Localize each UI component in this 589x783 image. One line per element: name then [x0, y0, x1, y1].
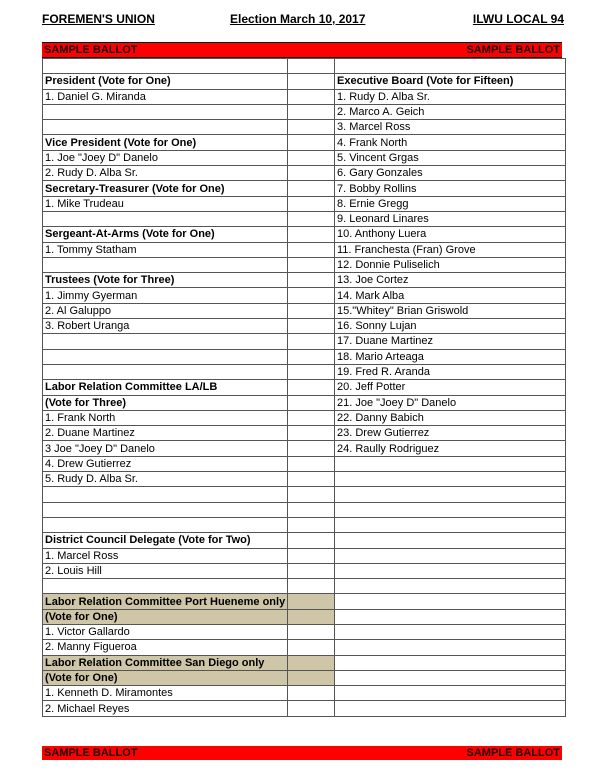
office-heading: Trustees (Vote for Three) — [43, 273, 288, 288]
ballot-row — [43, 609, 566, 624]
sample-ballot-banner-bottom — [42, 746, 562, 760]
spacer-cell — [288, 426, 335, 441]
ballot-row — [43, 349, 566, 364]
candidate-cell — [335, 517, 566, 532]
candidate-cell: 2. Manny Figueroa — [43, 640, 288, 655]
spacer-cell — [288, 59, 335, 74]
ballot-row — [43, 456, 566, 471]
ballot-row — [43, 273, 566, 288]
candidate-cell — [335, 655, 566, 670]
ballot-row — [43, 319, 566, 334]
ballot-row — [43, 410, 566, 425]
candidate-cell: 3. Robert Uranga — [43, 319, 288, 334]
ballot-row — [43, 196, 566, 211]
candidate-cell — [335, 487, 566, 502]
candidate-cell — [43, 257, 288, 272]
office-heading: Vice President (Vote for One) — [43, 135, 288, 150]
candidate-cell — [335, 594, 566, 609]
candidate-cell: 1. Kenneth D. Miramontes — [43, 686, 288, 701]
ballot-row — [43, 150, 566, 165]
candidate-cell — [43, 502, 288, 517]
candidate-cell — [335, 701, 566, 716]
ballot-row — [43, 257, 566, 272]
spacer-cell — [288, 288, 335, 303]
ballot-row — [43, 89, 566, 104]
office-heading: (Vote for One) — [43, 609, 288, 624]
office-heading: District Council Delegate (Vote for Two) — [43, 533, 288, 548]
union-name: FOREMEN'S UNION — [42, 12, 155, 26]
spacer-cell — [288, 686, 335, 701]
candidate-cell: 20. Jeff Potter — [335, 380, 566, 395]
ballot-row — [43, 120, 566, 135]
ballot-row — [43, 395, 566, 410]
office-heading: (Vote for Three) — [43, 395, 288, 410]
candidate-cell: 2. Marco A. Geich — [335, 104, 566, 119]
office-heading: (Vote for One) — [43, 670, 288, 685]
ballot-row — [43, 624, 566, 639]
office-heading: Executive Board (Vote for Fifteen) — [335, 74, 566, 89]
candidate-cell — [335, 502, 566, 517]
spacer-cell — [288, 609, 335, 624]
candidate-cell — [335, 563, 566, 578]
office-heading: Labor Relation Committee LA/LB — [43, 380, 288, 395]
spacer-cell — [288, 181, 335, 196]
candidate-cell: 4. Frank North — [335, 135, 566, 150]
candidate-cell — [43, 104, 288, 119]
candidate-cell: 16. Sonny Lujan — [335, 319, 566, 334]
candidate-cell: 21. Joe "Joey D" Danelo — [335, 395, 566, 410]
spacer-cell — [288, 196, 335, 211]
ballot-row — [43, 211, 566, 226]
candidate-cell: 5. Rudy D. Alba Sr. — [43, 472, 288, 487]
spacer-cell — [288, 670, 335, 685]
spacer-cell — [288, 410, 335, 425]
ballot-row — [43, 74, 566, 89]
spacer-cell — [288, 227, 335, 242]
candidate-cell — [335, 686, 566, 701]
candidate-cell: 18. Mario Arteaga — [335, 349, 566, 364]
candidate-cell — [43, 120, 288, 135]
spacer-cell — [288, 150, 335, 165]
spacer-cell — [288, 395, 335, 410]
candidate-cell: 2. Duane Martinez — [43, 426, 288, 441]
candidate-cell: 1. Victor Gallardo — [43, 624, 288, 639]
spacer-cell — [288, 487, 335, 502]
spacer-cell — [288, 517, 335, 532]
candidate-cell — [43, 517, 288, 532]
candidate-cell: 24. Raully Rodriguez — [335, 441, 566, 456]
spacer-cell — [288, 257, 335, 272]
ballot-row — [43, 670, 566, 685]
candidate-cell — [335, 640, 566, 655]
candidate-cell: 1. Jimmy Gyerman — [43, 288, 288, 303]
ballot-row — [43, 288, 566, 303]
office-heading: Sergeant-At-Arms (Vote for One) — [43, 227, 288, 242]
ballot-header — [42, 10, 564, 30]
ballot-row — [43, 655, 566, 670]
spacer-cell — [288, 579, 335, 594]
spacer-cell — [288, 502, 335, 517]
office-heading: Labor Relation Committee San Diego only — [43, 655, 288, 670]
candidate-cell: 7. Bobby Rollins — [335, 181, 566, 196]
ballot-row — [43, 135, 566, 150]
candidate-cell — [43, 59, 288, 74]
spacer-cell — [288, 456, 335, 471]
ballot-row — [43, 579, 566, 594]
spacer-cell — [288, 548, 335, 563]
spacer-cell — [288, 74, 335, 89]
candidate-cell — [335, 548, 566, 563]
candidate-cell: 2. Louis Hill — [43, 563, 288, 578]
candidate-cell: 2. Rudy D. Alba Sr. — [43, 166, 288, 181]
spacer-cell — [288, 89, 335, 104]
candidate-cell: 2. Al Galuppo — [43, 303, 288, 318]
local-number: ILWU LOCAL 94 — [472, 12, 564, 26]
spacer-cell — [288, 533, 335, 548]
candidate-cell — [335, 624, 566, 639]
spacer-cell — [288, 349, 335, 364]
candidate-cell: 17. Duane Martinez — [335, 334, 566, 349]
candidate-cell — [43, 211, 288, 226]
ballot-row — [43, 242, 566, 257]
spacer-cell — [288, 701, 335, 716]
candidate-cell — [43, 349, 288, 364]
candidate-cell: 6. Gary Gonzales — [335, 166, 566, 181]
office-heading: Secretary-Treasurer (Vote for One) — [43, 181, 288, 196]
candidate-cell — [335, 579, 566, 594]
spacer-cell — [288, 655, 335, 670]
ballot-row — [43, 594, 566, 609]
spacer-cell — [288, 303, 335, 318]
spacer-cell — [288, 319, 335, 334]
candidate-cell — [335, 59, 566, 74]
ballot-row — [43, 502, 566, 517]
ballot-row — [43, 548, 566, 563]
ballot-table — [42, 58, 566, 717]
ballot-row — [43, 303, 566, 318]
candidate-cell — [335, 472, 566, 487]
candidate-cell: 1. Frank North — [43, 410, 288, 425]
candidate-cell: 2. Michael Reyes — [43, 701, 288, 716]
spacer-cell — [288, 166, 335, 181]
ballot-row — [43, 686, 566, 701]
candidate-cell: 14. Mark Alba — [335, 288, 566, 303]
ballot-row — [43, 227, 566, 242]
candidate-cell: 1. Tommy Statham — [43, 242, 288, 257]
candidate-cell: 4. Drew Gutierrez — [43, 456, 288, 471]
candidate-cell: 8. Ernie Gregg — [335, 196, 566, 211]
ballot-row — [43, 181, 566, 196]
candidate-cell: 13. Joe Cortez — [335, 273, 566, 288]
office-heading: President (Vote for One) — [43, 74, 288, 89]
spacer-cell — [288, 334, 335, 349]
candidate-cell: 5. Vincent Grgas — [335, 150, 566, 165]
candidate-cell: 12. Donnie Puliselich — [335, 257, 566, 272]
candidate-cell: 3. Marcel Ross — [335, 120, 566, 135]
candidate-cell: 1. Joe "Joey D" Danelo — [43, 150, 288, 165]
election-date: Election March 10, 2017 — [230, 12, 366, 26]
ballot-row — [43, 166, 566, 181]
candidate-cell: 9. Leonard Linares — [335, 211, 566, 226]
spacer-cell — [288, 364, 335, 379]
ballot-row — [43, 334, 566, 349]
spacer-cell — [288, 640, 335, 655]
candidate-cell: 22. Danny Babich — [335, 410, 566, 425]
ballot-row — [43, 640, 566, 655]
spacer-cell — [288, 472, 335, 487]
banner-label-left: SAMPLE BALLOT — [44, 44, 138, 56]
candidate-cell: 1. Rudy D. Alba Sr. — [335, 89, 566, 104]
ballot-row — [43, 563, 566, 578]
spacer-cell — [288, 120, 335, 135]
spacer-cell — [288, 211, 335, 226]
banner-label-left: SAMPLE BALLOT — [44, 747, 138, 759]
spacer-cell — [288, 441, 335, 456]
office-heading: Labor Relation Committee Port Hueneme only — [43, 594, 288, 609]
candidate-cell: 19. Fred R. Aranda — [335, 364, 566, 379]
candidate-cell: 23. Drew Gutierrez — [335, 426, 566, 441]
candidate-cell — [43, 364, 288, 379]
ballot-row — [43, 517, 566, 532]
spacer-cell — [288, 104, 335, 119]
candidate-cell: 11. Franchesta (Fran) Grove — [335, 242, 566, 257]
spacer-cell — [288, 273, 335, 288]
spacer-cell — [288, 563, 335, 578]
ballot-row — [43, 701, 566, 716]
ballot-row — [43, 364, 566, 379]
sample-ballot-banner-top — [42, 42, 562, 58]
candidate-cell — [335, 456, 566, 471]
spacer-cell — [288, 594, 335, 609]
ballot-row — [43, 472, 566, 487]
candidate-cell — [43, 579, 288, 594]
candidate-cell: 15."Whitey" Brian Griswold — [335, 303, 566, 318]
candidate-cell: 3 Joe "Joey D" Danelo — [43, 441, 288, 456]
candidate-cell: 1. Daniel G. Miranda — [43, 89, 288, 104]
ballot-row — [43, 441, 566, 456]
ballot-row — [43, 104, 566, 119]
candidate-cell — [335, 670, 566, 685]
banner-label-right: SAMPLE BALLOT — [466, 747, 560, 759]
candidate-cell — [335, 533, 566, 548]
candidate-cell: 1. Mike Trudeau — [43, 196, 288, 211]
ballot-row — [43, 59, 566, 74]
candidate-cell: 10. Anthony Luera — [335, 227, 566, 242]
candidate-cell — [335, 609, 566, 624]
ballot-row — [43, 533, 566, 548]
ballot-row — [43, 380, 566, 395]
candidate-cell — [43, 487, 288, 502]
ballot-row — [43, 487, 566, 502]
candidate-cell: 1. Marcel Ross — [43, 548, 288, 563]
banner-label-right: SAMPLE BALLOT — [466, 44, 560, 56]
spacer-cell — [288, 242, 335, 257]
candidate-cell — [43, 334, 288, 349]
spacer-cell — [288, 380, 335, 395]
spacer-cell — [288, 135, 335, 150]
ballot-row — [43, 426, 566, 441]
spacer-cell — [288, 624, 335, 639]
